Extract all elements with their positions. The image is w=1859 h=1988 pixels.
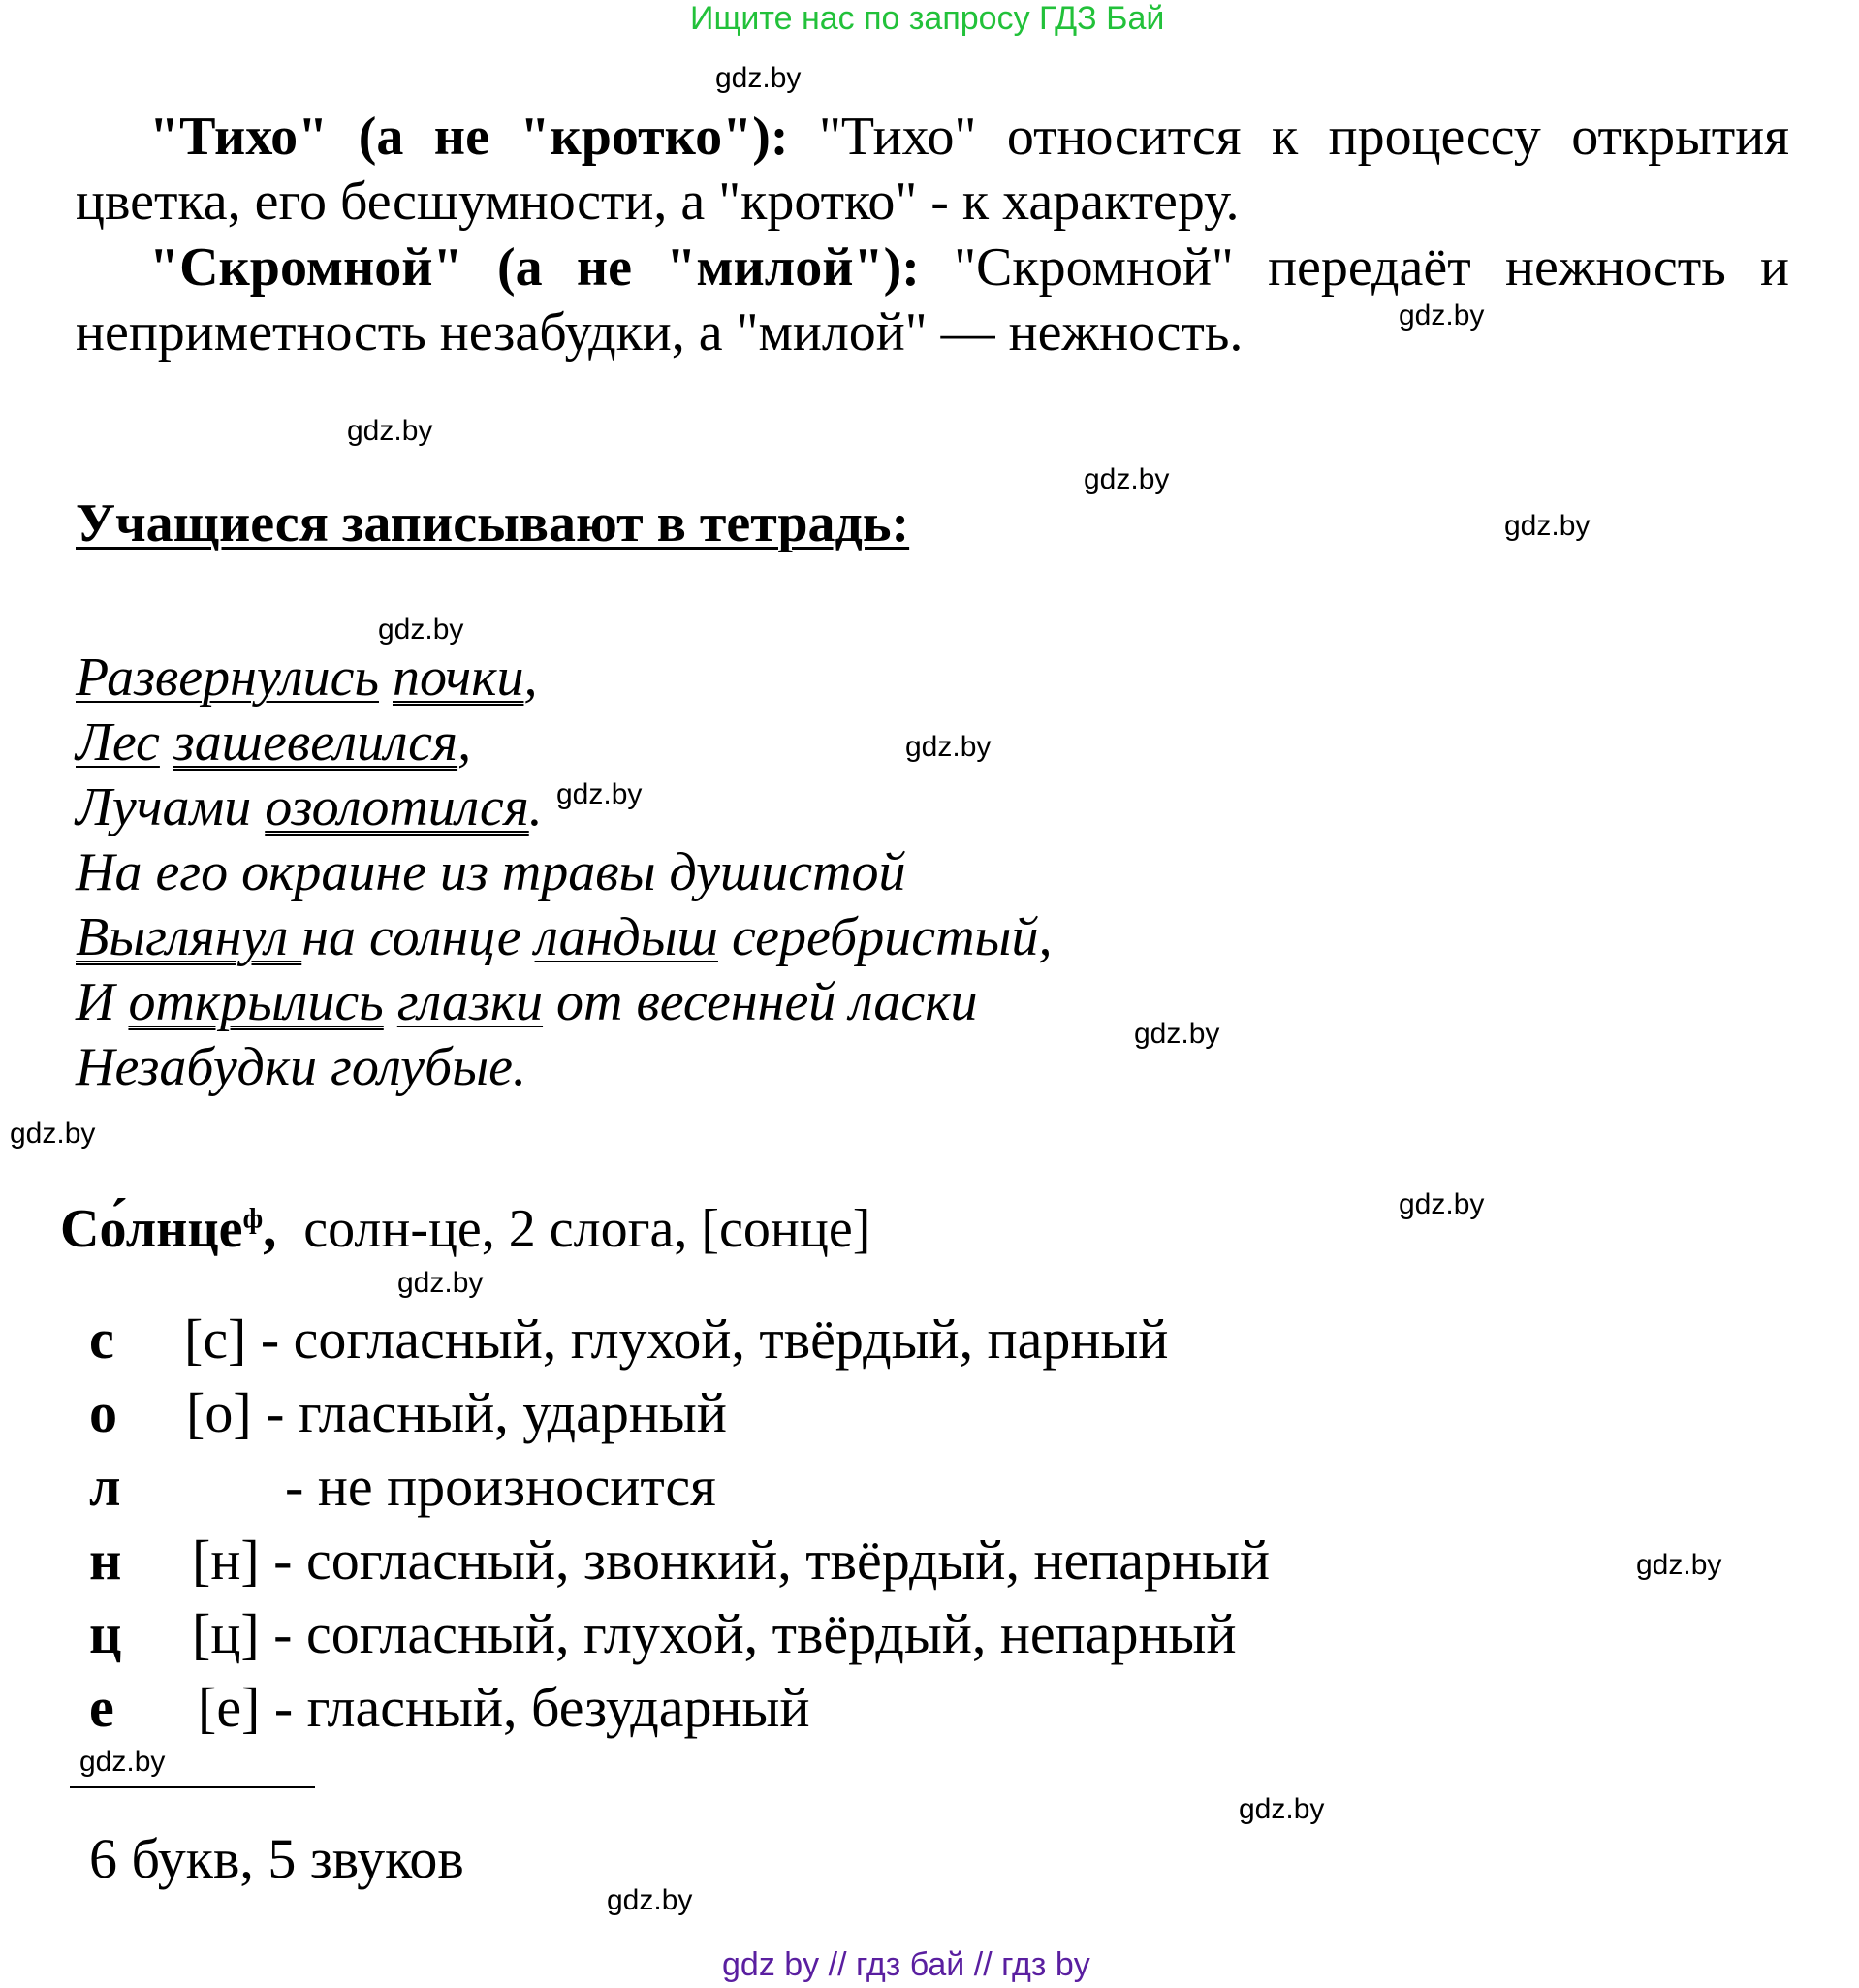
watermark: gdz.by [79,1746,166,1778]
word-analysis-header [60,1198,870,1260]
subject: Лес [76,712,160,773]
predicate: Развернулись [76,647,379,708]
plain-text: от весенней ласки [543,972,978,1032]
watermark: gdz.by [556,778,643,810]
watermark: gdz.by [1504,510,1591,542]
letter: с [89,1308,114,1371]
paragraph-term: "Скромной" (а не "милой"): [149,237,920,298]
sound-description: [н] - согласный, звонкий, твёрдый, непарный [192,1529,1271,1592]
watermark: gdz.by [1239,1793,1325,1825]
letter: о [89,1381,117,1444]
letter: е [89,1676,114,1739]
plain-text: серебристый, [717,907,1053,967]
watermark: gdz.by [397,1267,484,1299]
watermark: gdz.by [1399,1188,1485,1220]
watermark: gdz.by [347,415,433,447]
space [379,647,393,708]
poem-line [76,775,1052,840]
plain-text: И [76,972,129,1032]
watermark: gdz.by [715,62,802,94]
letter: ц [89,1602,122,1665]
phonetic-mark: ф [242,1202,264,1235]
punct: , [263,1199,277,1259]
letter: л [89,1455,121,1518]
footer-links[interactable]: gdz by // гдз бай // гдз by [722,1946,1090,1983]
poem-line [76,970,1052,1035]
subject: ландыш [534,907,718,967]
predicate: озолотился [265,777,529,837]
plain-text: на солнце [301,907,535,967]
paragraph-skromnoy [76,236,1789,365]
letters-sounds-summary: 6 букв, 5 звуков [89,1827,464,1890]
poem-line [76,710,1052,775]
word-syllables: солн-це, 2 слога, [сонце] [303,1199,871,1259]
section-heading: Учащиеся записывают в тетрадь: [76,493,910,553]
punct: . [528,777,543,837]
poem [76,646,1052,1100]
analyzed-word: Со́лнце [60,1199,243,1259]
sound-description: [с] - согласный, глухой, твёрдый, парный [184,1308,1169,1371]
paragraph-text: "Скромной" передаёт нежность и неприметность незабудки, а "милой" — нежность. [76,237,1790,363]
watermark: gdz.by [1636,1549,1722,1581]
poem-line [76,646,1052,710]
watermark: gdz.by [607,1884,693,1916]
subject: почки [392,647,524,708]
predicate: открылись [128,972,384,1032]
watermark: gdz.by [1084,463,1170,495]
banner-link[interactable]: Ищите нас по запросу ГДЗ Бай [690,0,1165,37]
watermark: gdz.by [905,731,992,763]
sound-description: [о] - гласный, ударный [186,1381,727,1444]
poem-line: Незабудки голубые. [76,1037,526,1097]
watermark: gdz.by [1399,300,1485,331]
summary-divider [70,1786,315,1788]
plain-text: Лучами [76,777,266,837]
predicate: зашевелился [173,712,458,773]
watermark: gdz.by [378,614,464,646]
sound-description: [ц] - согласный, глухой, твёрдый, непарный [192,1602,1237,1665]
watermark: gdz.by [10,1118,96,1150]
letter: н [89,1529,122,1592]
space [384,972,397,1032]
sound-description: - не произносится [285,1455,716,1518]
space [160,712,173,773]
watermark: gdz.by [1134,1018,1220,1050]
sound-description: [е] - гласный, безударный [198,1676,810,1739]
paragraph-text: "Тихо" относится к процессу открытия цветка, его бесшумности, а "кротко" - к характеру. [76,107,1789,232]
punct: , [457,712,472,773]
poem-line [76,905,1052,970]
subject: глазки [396,972,544,1032]
paragraph-tiho [76,105,1789,235]
paragraph-term: "Тихо" (а не "кротко"): [149,107,789,167]
predicate: Выглянул [76,907,302,967]
punct: , [523,647,538,708]
poem-line: На его окраине из травы душистой [76,842,906,902]
